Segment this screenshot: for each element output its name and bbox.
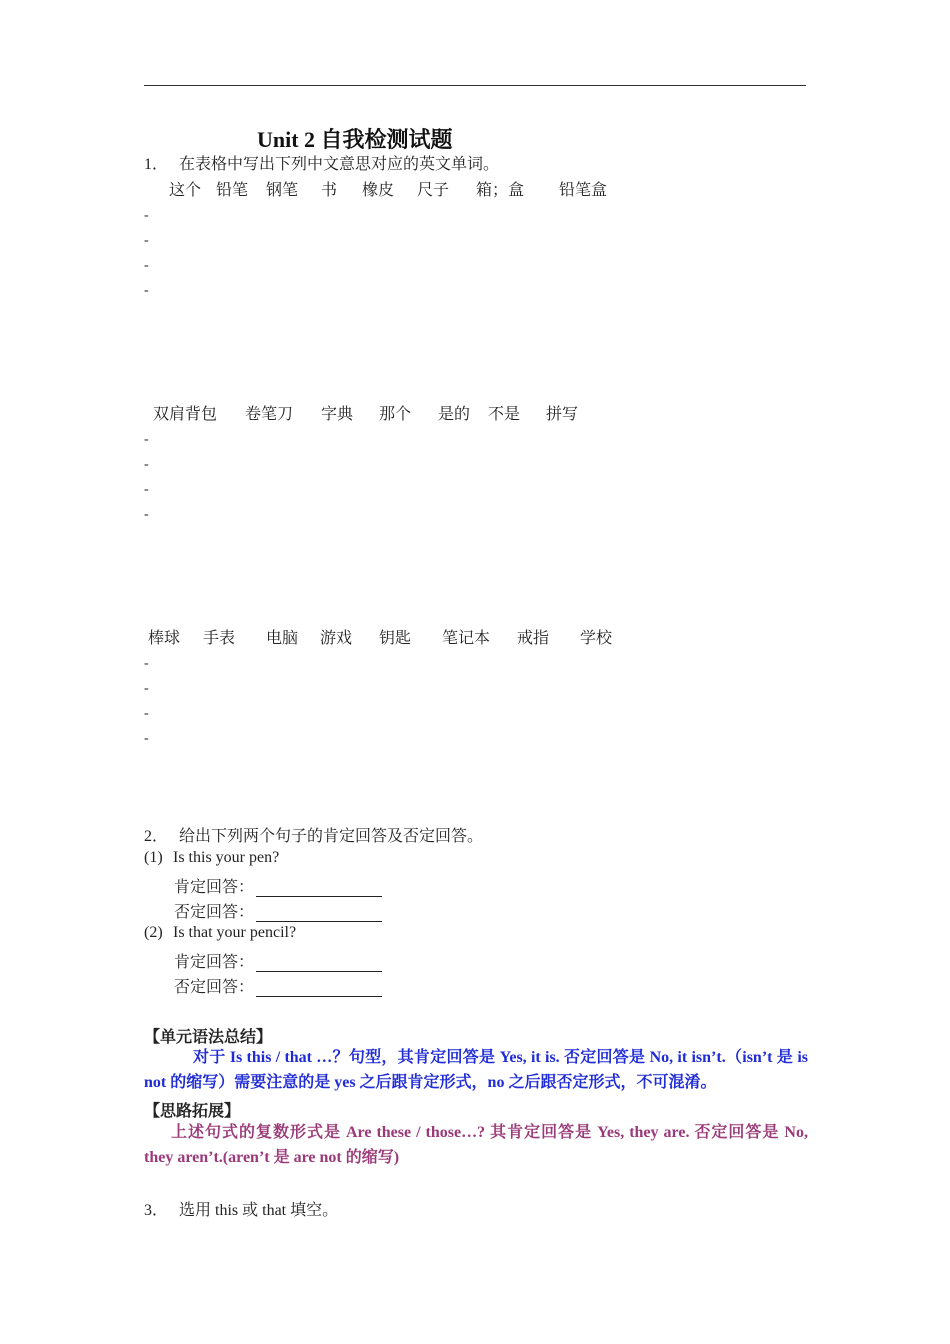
grammar-heading: 【单元语法总结】: [144, 1029, 273, 1046]
extension-text: 上述句式的复数形式是 Are these / those…? 其肯定回答是 Yes, they are. 否定回答是 No, they aren’t.(aren’t 是 are not 的缩写): [144, 1124, 808, 1166]
answer-blank[interactable]: [256, 955, 382, 972]
word-cell: 尺子: [417, 182, 450, 199]
q2-number: 2．: [144, 828, 169, 845]
extension-heading: 【思路拓展】: [144, 1103, 241, 1120]
word-cell: 双肩背包: [153, 406, 218, 423]
word-cell: 学校: [580, 630, 613, 647]
q1-instruction: 在表格中写出下列中文意思对应的英文单词。: [179, 156, 500, 173]
blank-row-marker: -: [144, 457, 149, 472]
blank-row-marker: -: [144, 283, 149, 298]
word-cell: 手表: [203, 630, 236, 647]
word-cell: 字典: [321, 406, 354, 423]
q2-item-sentence: Is that your pencil?: [173, 924, 297, 941]
q1-number: 1．: [144, 156, 169, 173]
grammar-text: 对于 Is this / that …？句型，其肯定回答是 Yes, it is. 否定回答是 No, it isn’t.（isn’t 是 is not 的缩写）需要注意的是 yes 之后跟肯定形式，no 之后跟否定形式，不可混淆。: [144, 1049, 808, 1091]
negative-label: 否定回答：: [174, 904, 255, 921]
q2-item-sentence: Is this your pen?: [173, 849, 280, 866]
blank-row-marker: -: [144, 656, 149, 671]
blank-row-marker: -: [144, 482, 149, 497]
word-cell: 是的: [438, 406, 471, 423]
affirmative-label: 肯定回答：: [174, 879, 255, 896]
word-cell: 书: [321, 182, 338, 199]
q3-number: 3．: [144, 1202, 169, 1219]
blank-row-marker: -: [144, 432, 149, 447]
affirmative-answer-row: [174, 949, 382, 972]
word-cell: 卷笔刀: [245, 406, 294, 423]
answer-blank[interactable]: [256, 980, 382, 997]
word-cell: 铅笔: [216, 182, 249, 199]
word-cell: 钢笔: [266, 182, 299, 199]
affirmative-answer-row: [174, 874, 382, 897]
blank-row-marker: -: [144, 258, 149, 273]
q2-item-label: (1): [144, 849, 163, 866]
blank-row-marker: -: [144, 681, 149, 696]
q2-item-label: (2): [144, 924, 163, 941]
header-rule: [144, 85, 806, 86]
affirmative-label: 肯定回答：: [174, 954, 255, 971]
blank-row-marker: -: [144, 208, 149, 223]
negative-answer-row: [174, 899, 382, 922]
word-cell: 棒球: [148, 630, 181, 647]
word-cell: 戒指: [517, 630, 550, 647]
blank-row-marker: -: [144, 706, 149, 721]
word-cell: 钥匙: [379, 630, 412, 647]
word-cell: 橡皮: [362, 182, 395, 199]
page-title: Unit 2 自我检测试题: [257, 127, 453, 152]
word-cell: 那个: [379, 406, 412, 423]
answer-blank[interactable]: [256, 880, 382, 897]
q2-instruction: 给出下列两个句子的肯定回答及否定回答。: [179, 828, 484, 845]
negative-label: 否定回答：: [174, 979, 255, 996]
word-cell: 拼写: [546, 406, 579, 423]
answer-blank[interactable]: [256, 905, 382, 922]
word-cell: 笔记本: [442, 630, 491, 647]
word-cell: 箱；盒: [476, 182, 525, 199]
blank-row-marker: -: [144, 731, 149, 746]
blank-row-marker: -: [144, 233, 149, 248]
word-cell: 铅笔盒: [559, 182, 608, 199]
word-cell: 不是: [488, 406, 521, 423]
negative-answer-row: [174, 974, 382, 997]
blank-row-marker: -: [144, 507, 149, 522]
word-cell: 电脑: [266, 630, 299, 647]
word-cell: 这个: [169, 182, 202, 199]
word-cell: 游戏: [320, 630, 353, 647]
q3-instruction: 选用 this 或 that 填空。: [179, 1202, 339, 1219]
